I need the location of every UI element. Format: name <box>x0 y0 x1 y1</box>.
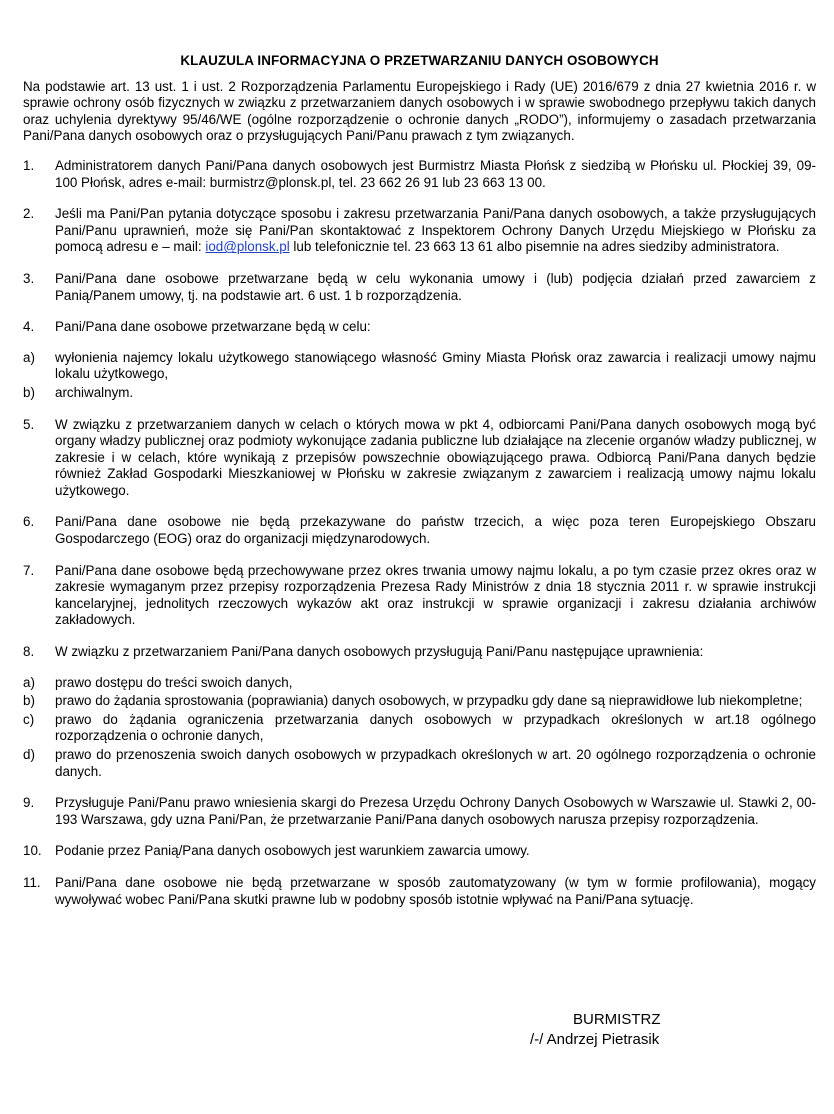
list-item-4 <box>23 319 816 336</box>
document-title: KLAUZULA INFORMACYJNA O PRZETWARZANIU DANYCH OSOBOWYCH <box>180 53 659 68</box>
item-letter: c) <box>23 711 35 727</box>
item-number: 1. <box>23 157 35 173</box>
item-text-part: Jeśli ma Pani/Pan pytania dotyczące sposobu i zakresu przetwarzania Pani/Pana danych osobowych, a także przysługujących Pani/Panu uprawnień, może się Pani/Pan skontaktować z Inspektorem Ochrony Danych Urzędu Miejskiego w Płońsku za pomocą adresu e – mail: <box>55 206 816 255</box>
signature-name: /-/ Andrzej Pietrasik <box>530 1031 660 1048</box>
list-item-3 <box>23 271 816 304</box>
list-item-11 <box>23 875 816 908</box>
item-number: 4. <box>23 319 35 335</box>
item-text: prawo do żądania ograniczenia przetwarzania danych osobowych w przypadkach określonych w art.18 ogólnego rozporządzenia o ochronie danych, <box>55 711 816 744</box>
signature-block <box>530 1010 661 1050</box>
list-subitem-4b <box>23 385 816 402</box>
item-text: prawo do żądania sprostowania (poprawiania) danych osobowych, w przypadku gdy dane są nieprawidłowe lub niekompletne; <box>55 693 803 709</box>
item-text <box>55 206 816 256</box>
list-subitem-8d <box>23 747 816 780</box>
item-text: Podanie przez Panią/Pana danych osobowych jest warunkiem zawarcia umowy. <box>55 843 530 859</box>
item-text: W związku z przetwarzaniem Pani/Pana danych osobowych przysługują Pani/Panu następujące uprawnienia: <box>55 644 704 660</box>
item-letter: a) <box>23 349 35 365</box>
item-number: 2. <box>23 206 35 222</box>
list-item-6 <box>23 514 816 547</box>
item-letter: b) <box>23 693 35 709</box>
item-text: Pani/Pana dane osobowe nie będą przetwarzane w sposób zautomatyzowany (w tym w formie profilowania), mogący wywoływać wobec Pani/Pana skutki prawne lub w podobny sposób istotnie wpływać na Pani/Pana sytuację. <box>55 874 816 907</box>
item-text: Przysługuje Pani/Panu prawo wniesienia skargi do Prezesa Urzędu Ochrony Danych Osobowych w Warszawie ul. Stawki 2, 00-193 Warszawa, gdy uzna Pani/Pan, że przetwarzanie Pani/Pana danych osobowych narusza przepisy rozporządzenia. <box>55 795 816 827</box>
item-text: prawo dostępu do treści swoich danych, <box>55 674 293 690</box>
list-item-10 <box>23 843 816 860</box>
list-item-2 <box>23 206 816 256</box>
item-text: Pani/Pana dane osobowe nie będą przekazywane do państw trzecich, a więc poza teren Europejskiego Obszaru Gospodarczego (EOG) oraz do organizacji międzynarodowych. <box>55 514 816 547</box>
item-number: 6. <box>23 514 35 530</box>
list-item-1 <box>23 158 816 191</box>
item-text: Pani/Pana dane osobowe przetwarzane będą w celu wykonania umowy i (lub) podjęcia działań przed zawarciem z Panią/Panem umowy, tj. na podstawie art. 6 ust. 1 b rozporządzenia. <box>55 270 816 303</box>
item-text: W związku z przetwarzaniem danych w celach o których mowa w pkt 4, odbiorcami Pani/Pana danych osobowych mogą być organy władzy publicznej oraz podmioty wykonujące zadania publiczne lub działające na zlecenie organów władzy publicznej, w zakresie i w celach, które wynikają z przepisów powszechnie obowiązującego prawa. Odbiorcą Pani/Pana danych będzie również Zakład Gospodarki Mieszkaniowej w Płońsku w zakresie związanym z zawarciem i realizacją umowy najmu lokalu użytkowego. <box>55 416 816 498</box>
item-number: 10. <box>23 843 42 859</box>
item-letter: d) <box>23 747 35 762</box>
list-subitem-8a <box>23 675 816 692</box>
item-text: wyłonienia najemcy lokalu użytkowego stanowiącego własność Gminy Miasta Płońsk oraz zawarcia i realizacji umowy najmu lokalu użytkowego, <box>55 349 816 382</box>
intro-paragraph: Na podstawie art. 13 ust. 1 i ust. 2 Rozporządzenia Parlamentu Europejskiego i Rady (UE) 2016/679 z dnia 27 kwietnia 2016 r. w sprawie ochrony osób fizycznych w związku z przetwarzaniem danych osobowych i w sprawie swobodnego przepływu takich danych oraz uchylenia dyrektywy 95/46/WE (ogólne rozporządzenie o ochronie danych „RODO”), informujemy o zasadach przetwarzania Pani/Pana danych osobowych oraz o przysługujących Pani/Panu prawach z tym związanych. <box>23 78 816 144</box>
list-item-7 <box>23 563 816 629</box>
item-number: 7. <box>23 562 35 578</box>
signature-title: BURMISTRZ <box>573 1011 661 1028</box>
list-item-9 <box>23 795 816 828</box>
list-subitem-4a <box>23 350 816 383</box>
item-text: prawo do przenoszenia swoich danych osobowych w przypadkach określonych w art. 20 ogólnego rozporządzenia o ochronie danych. <box>55 747 816 779</box>
item-text-part: lub telefonicznie tel. 23 663 13 61 albo pisemnie na adres siedziby administratora. <box>289 239 780 255</box>
list-subitem-8c <box>23 712 816 745</box>
list-subitem-8b <box>23 693 816 710</box>
iod-email-link[interactable]: iod@plonsk.pl <box>205 239 290 255</box>
item-letter: b) <box>23 384 35 400</box>
item-number: 11. <box>23 874 41 890</box>
list-item-8 <box>23 644 816 661</box>
item-text: Administratorem danych Pani/Pana danych osobowych jest Burmistrz Miasta Płońsk z siedzibą w Płońsku ul. Płockiej 39, 09-100 Płońsk, adres e-mail: burmistrz@plonsk.pl, tel. 23 662 26 91 lub 23 663 13 00. <box>55 157 816 190</box>
item-number: 3. <box>23 270 35 286</box>
item-number: 5. <box>23 416 35 432</box>
list-item-5 <box>23 417 816 500</box>
item-text: archiwalnym. <box>55 384 134 400</box>
item-number: 9. <box>23 795 35 811</box>
item-number: 8. <box>23 644 35 660</box>
item-letter: a) <box>23 674 35 690</box>
item-text: Pani/Pana dane osobowe będą przechowywane przez okres trwania umowy najmu lokalu, a po tym czasie przez okres oraz w zakresie wymaganym przez przepisy rozporządzenia Prezesa Rady Ministrów z dnia 18 stycznia 2011 r. w sprawie instrukcji kancelaryjnej, jednolitych rzeczowych wykazów akt oraz instrukcji w sprawie organizacji i zakresu działania archiwów zakładowych. <box>55 562 816 628</box>
item-text: Pani/Pana dane osobowe przetwarzane będą w celu: <box>55 319 371 335</box>
